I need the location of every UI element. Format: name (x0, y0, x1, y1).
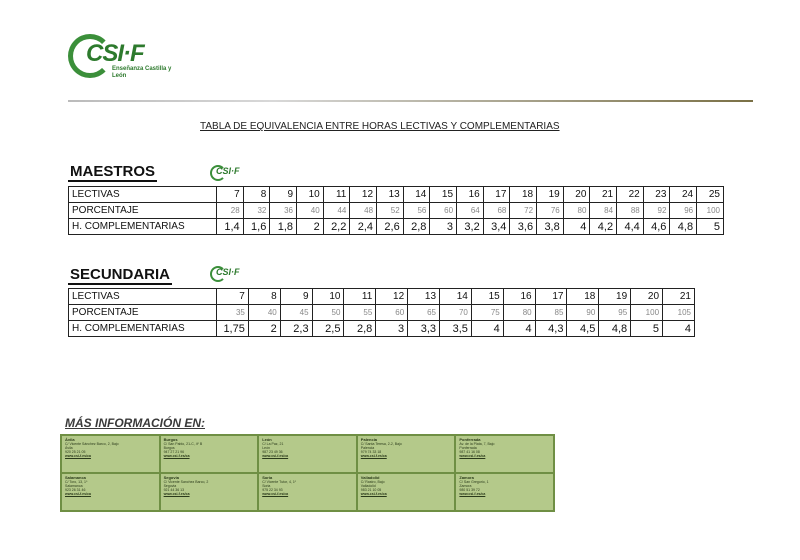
table-cell: 75 (471, 305, 503, 321)
contact-city: Zamora (459, 484, 472, 488)
table-cell: 76 (537, 203, 564, 219)
contact-web[interactable]: www.csi-f.es/ca (459, 492, 486, 496)
maestros-label: MAESTROS (70, 163, 156, 180)
table-cell: 3,8 (537, 219, 564, 235)
table-cell: 80 (503, 305, 535, 321)
table-cell: 2,4 (350, 219, 377, 235)
table-cell: 21 (663, 289, 695, 305)
table-cell: 2,8 (344, 321, 376, 337)
header-rule (68, 100, 753, 102)
contact-card (358, 474, 455, 510)
table-cell: 2 (297, 219, 324, 235)
table-cell: 19 (537, 187, 564, 203)
csif-mini-text: CSI·F (216, 267, 240, 277)
table-cell: 45 (280, 305, 312, 321)
table-cell: 21 (590, 187, 617, 203)
table-cell: 88 (617, 203, 644, 219)
logo-text: CSI·F (86, 40, 144, 67)
table-cell: 100 (697, 203, 724, 219)
table-cell: 92 (643, 203, 670, 219)
contact-city: León (262, 446, 270, 450)
table-cell: 24 (670, 187, 697, 203)
table-cell: 3,5 (440, 321, 472, 337)
contact-web[interactable]: www.csi-f.es/ca (163, 454, 190, 458)
contact-address: C/ San Gregorio, 1 (459, 480, 489, 484)
contact-card (62, 436, 159, 472)
table-cell: 72 (510, 203, 537, 219)
table-cell: 12 (376, 289, 408, 305)
table-cell: 70 (440, 305, 472, 321)
contact-card (161, 436, 258, 472)
table-cell: 64 (457, 203, 484, 219)
contact-card (161, 474, 258, 510)
contact-address: C/ La Paz, 21 (262, 442, 284, 446)
row-header: LECTIVAS (69, 187, 217, 203)
table-cell: 20 (631, 289, 663, 305)
contact-city: Palencia (360, 446, 375, 450)
contact-web[interactable]: www.csi-f.es/ca (262, 492, 289, 496)
table-cell: 11 (344, 289, 376, 305)
row-header: H. COMPLEMENTARIAS (69, 219, 217, 235)
table-cell: 1,8 (270, 219, 297, 235)
document-title: TABLA DE EQUIVALENCIA ENTRE HORAS LECTIVAS Y COMPLEMENTARIAS (200, 121, 560, 132)
contact-card (358, 436, 455, 472)
contact-phone: 975 22 34 93 (262, 488, 283, 492)
csif-logo (68, 34, 188, 82)
contact-name: Salamanca (65, 475, 86, 480)
table-cell: 50 (312, 305, 344, 321)
contact-address: C/ Vicente Tutor, 4, 1º (262, 480, 297, 484)
table-cell: 95 (599, 305, 631, 321)
row-header: PORCENTAJE (69, 305, 217, 321)
contact-name: León (262, 437, 272, 442)
contact-phone: 947 27 21 96 (163, 450, 185, 454)
contact-address: C/ Vicente Sanchez Barco, 2 (163, 480, 209, 484)
contact-address: C/ Santa Teresa, 2-2, Bajo (360, 442, 402, 446)
table-cell: 3 (376, 321, 408, 337)
contact-name: Zamora (459, 475, 474, 480)
table-cell: 4 (471, 321, 503, 337)
table-cell: 2,8 (403, 219, 430, 235)
table-row (69, 289, 695, 305)
contact-address: C/ San Pablo, 21-C, 4º B (163, 442, 203, 446)
secundaria-csif-logo (210, 266, 250, 282)
table-cell: 36 (270, 203, 297, 219)
table-row (69, 321, 695, 337)
table-cell: 5 (697, 219, 724, 235)
contact-card (456, 474, 553, 510)
contact-name: Ávila (65, 437, 75, 442)
table-cell: 56 (403, 203, 430, 219)
contact-name: Burgos (163, 437, 178, 442)
table-cell: 68 (483, 203, 510, 219)
table-cell: 84 (590, 203, 617, 219)
contact-card (62, 474, 159, 510)
table-cell: 8 (248, 289, 280, 305)
table-cell: 16 (457, 187, 484, 203)
table-cell: 4,2 (590, 219, 617, 235)
table-cell: 17 (483, 187, 510, 203)
contact-city: Segovia (163, 484, 177, 488)
table-cell: 3,2 (457, 219, 484, 235)
contact-city: Ávila (65, 446, 73, 450)
row-header: PORCENTAJE (69, 203, 217, 219)
table-cell: 4,8 (670, 219, 697, 235)
table-cell: 15 (430, 187, 457, 203)
contact-name: Valladolid (360, 475, 380, 480)
contact-address: C/ Vicente Sánchez Barco, 2, Bajo (65, 442, 119, 446)
table-cell: 12 (350, 187, 377, 203)
row-header: LECTIVAS (69, 289, 217, 305)
table-cell: 96 (670, 203, 697, 219)
csif-mini-text: CSI·F (216, 166, 240, 176)
table-cell: 85 (535, 305, 567, 321)
contact-web[interactable]: www.csi-f.es/ca (459, 454, 486, 458)
table-cell: 2,2 (323, 219, 350, 235)
contact-address: C/ Toro, 13, 1º (65, 480, 88, 484)
secundaria-label: SECUNDARIA (70, 266, 171, 283)
table-cell: 9 (270, 187, 297, 203)
contact-name: Ponferrada (459, 437, 481, 442)
table-row (69, 203, 724, 219)
table-cell: 2,3 (280, 321, 312, 337)
table-cell: 18 (567, 289, 599, 305)
table-cell: 3,4 (483, 219, 510, 235)
table-cell: 55 (344, 305, 376, 321)
contact-card (259, 436, 356, 472)
contact-web[interactable]: www.csi-f.es/ca (65, 492, 91, 496)
contact-city: Salamanca (65, 484, 83, 488)
table-cell: 65 (408, 305, 440, 321)
contact-web[interactable]: www.csi-f.es/ca (360, 492, 387, 496)
contact-city: Burgos (163, 446, 175, 450)
table-cell: 4,3 (535, 321, 567, 337)
table-cell: 16 (503, 289, 535, 305)
contact-web[interactable]: www.csi-f.es/ca (163, 492, 190, 496)
table-cell: 1,6 (243, 219, 270, 235)
table-cell: 14 (440, 289, 472, 305)
contact-address: C/ Rastro, Bajo (360, 480, 385, 484)
table-cell: 14 (403, 187, 430, 203)
table-cell: 100 (631, 305, 663, 321)
table-cell: 105 (663, 305, 695, 321)
maestros-csif-logo (210, 165, 250, 181)
logo-subtitle: Enseñanza Castilla y León (112, 66, 172, 79)
table-cell: 19 (599, 289, 631, 305)
contact-city: Ponferrada (459, 446, 477, 450)
table-cell: 80 (563, 203, 590, 219)
table-cell: 25 (697, 187, 724, 203)
contact-web[interactable]: www.csi-f.es/ca (360, 454, 387, 458)
contact-card (259, 474, 356, 510)
table-cell: 5 (631, 321, 663, 337)
table-cell: 4,8 (599, 321, 631, 337)
contact-city: Valladolid (360, 484, 376, 488)
contact-web[interactable]: www.csi-f.es/ca (262, 454, 289, 458)
table-cell: 60 (376, 305, 408, 321)
contact-phone: 987 23 49 36 (262, 450, 283, 454)
table-cell: 2 (248, 321, 280, 337)
contact-name: Soria (262, 475, 273, 480)
table-cell: 35 (217, 305, 249, 321)
contact-phone: 920 25 21 05 (65, 450, 86, 454)
table-cell: 1,75 (217, 321, 249, 337)
table-cell: 20 (563, 187, 590, 203)
maestros-table (68, 186, 724, 235)
contact-card (456, 436, 553, 472)
table-cell: 7 (217, 187, 244, 203)
table-cell: 90 (567, 305, 599, 321)
table-row (69, 187, 724, 203)
table-cell: 10 (297, 187, 324, 203)
table-cell: 1,4 (217, 219, 244, 235)
secundaria-table (68, 288, 695, 337)
table-cell: 18 (510, 187, 537, 203)
table-cell: 4,5 (567, 321, 599, 337)
contact-name: Segovia (163, 475, 179, 480)
contact-phone: 923 26 31 46 (65, 488, 86, 492)
table-cell: 4,4 (617, 219, 644, 235)
table-row (69, 219, 724, 235)
table-cell: 17 (535, 289, 567, 305)
table-cell: 9 (280, 289, 312, 305)
table-cell: 2,5 (312, 321, 344, 337)
contact-web[interactable]: www.csi-f.es/ca (65, 454, 91, 458)
row-header: H. COMPLEMENTARIAS (69, 321, 217, 337)
table-cell: 13 (377, 187, 404, 203)
contact-phone: 921 44 36 13 (163, 488, 185, 492)
table-cell: 2,6 (377, 219, 404, 235)
table-cell: 4,6 (643, 219, 670, 235)
table-cell: 3,6 (510, 219, 537, 235)
more-info-heading: MÁS INFORMACIÓN EN: (65, 416, 205, 430)
contact-phone: 983 21 10 05 (360, 488, 382, 492)
table-cell: 4 (563, 219, 590, 235)
table-cell: 13 (408, 289, 440, 305)
table-cell: 40 (297, 203, 324, 219)
table-cell: 4 (503, 321, 535, 337)
contact-city: Soria (262, 484, 271, 488)
contact-phone: 987 41 16 08 (459, 450, 480, 454)
contact-name: Palencia (360, 437, 378, 442)
table-cell: 15 (471, 289, 503, 305)
table-cell: 3,3 (408, 321, 440, 337)
contact-phone: 979 74 33 18 (360, 450, 382, 454)
table-cell: 7 (217, 289, 249, 305)
table-cell: 40 (248, 305, 280, 321)
table-cell: 4 (663, 321, 695, 337)
table-cell: 28 (217, 203, 244, 219)
table-cell: 32 (243, 203, 270, 219)
table-cell: 3 (430, 219, 457, 235)
table-row (69, 305, 695, 321)
contact-phone: 980 51 39 72 (459, 488, 480, 492)
table-cell: 8 (243, 187, 270, 203)
table-cell: 60 (430, 203, 457, 219)
contacts-grid (60, 434, 555, 512)
table-cell: 11 (323, 187, 350, 203)
table-cell: 52 (377, 203, 404, 219)
table-cell: 22 (617, 187, 644, 203)
table-cell: 44 (323, 203, 350, 219)
table-cell: 48 (350, 203, 377, 219)
contact-address: Av. de la Plata, 7, Bajo (459, 442, 495, 446)
table-cell: 23 (643, 187, 670, 203)
table-cell: 10 (312, 289, 344, 305)
